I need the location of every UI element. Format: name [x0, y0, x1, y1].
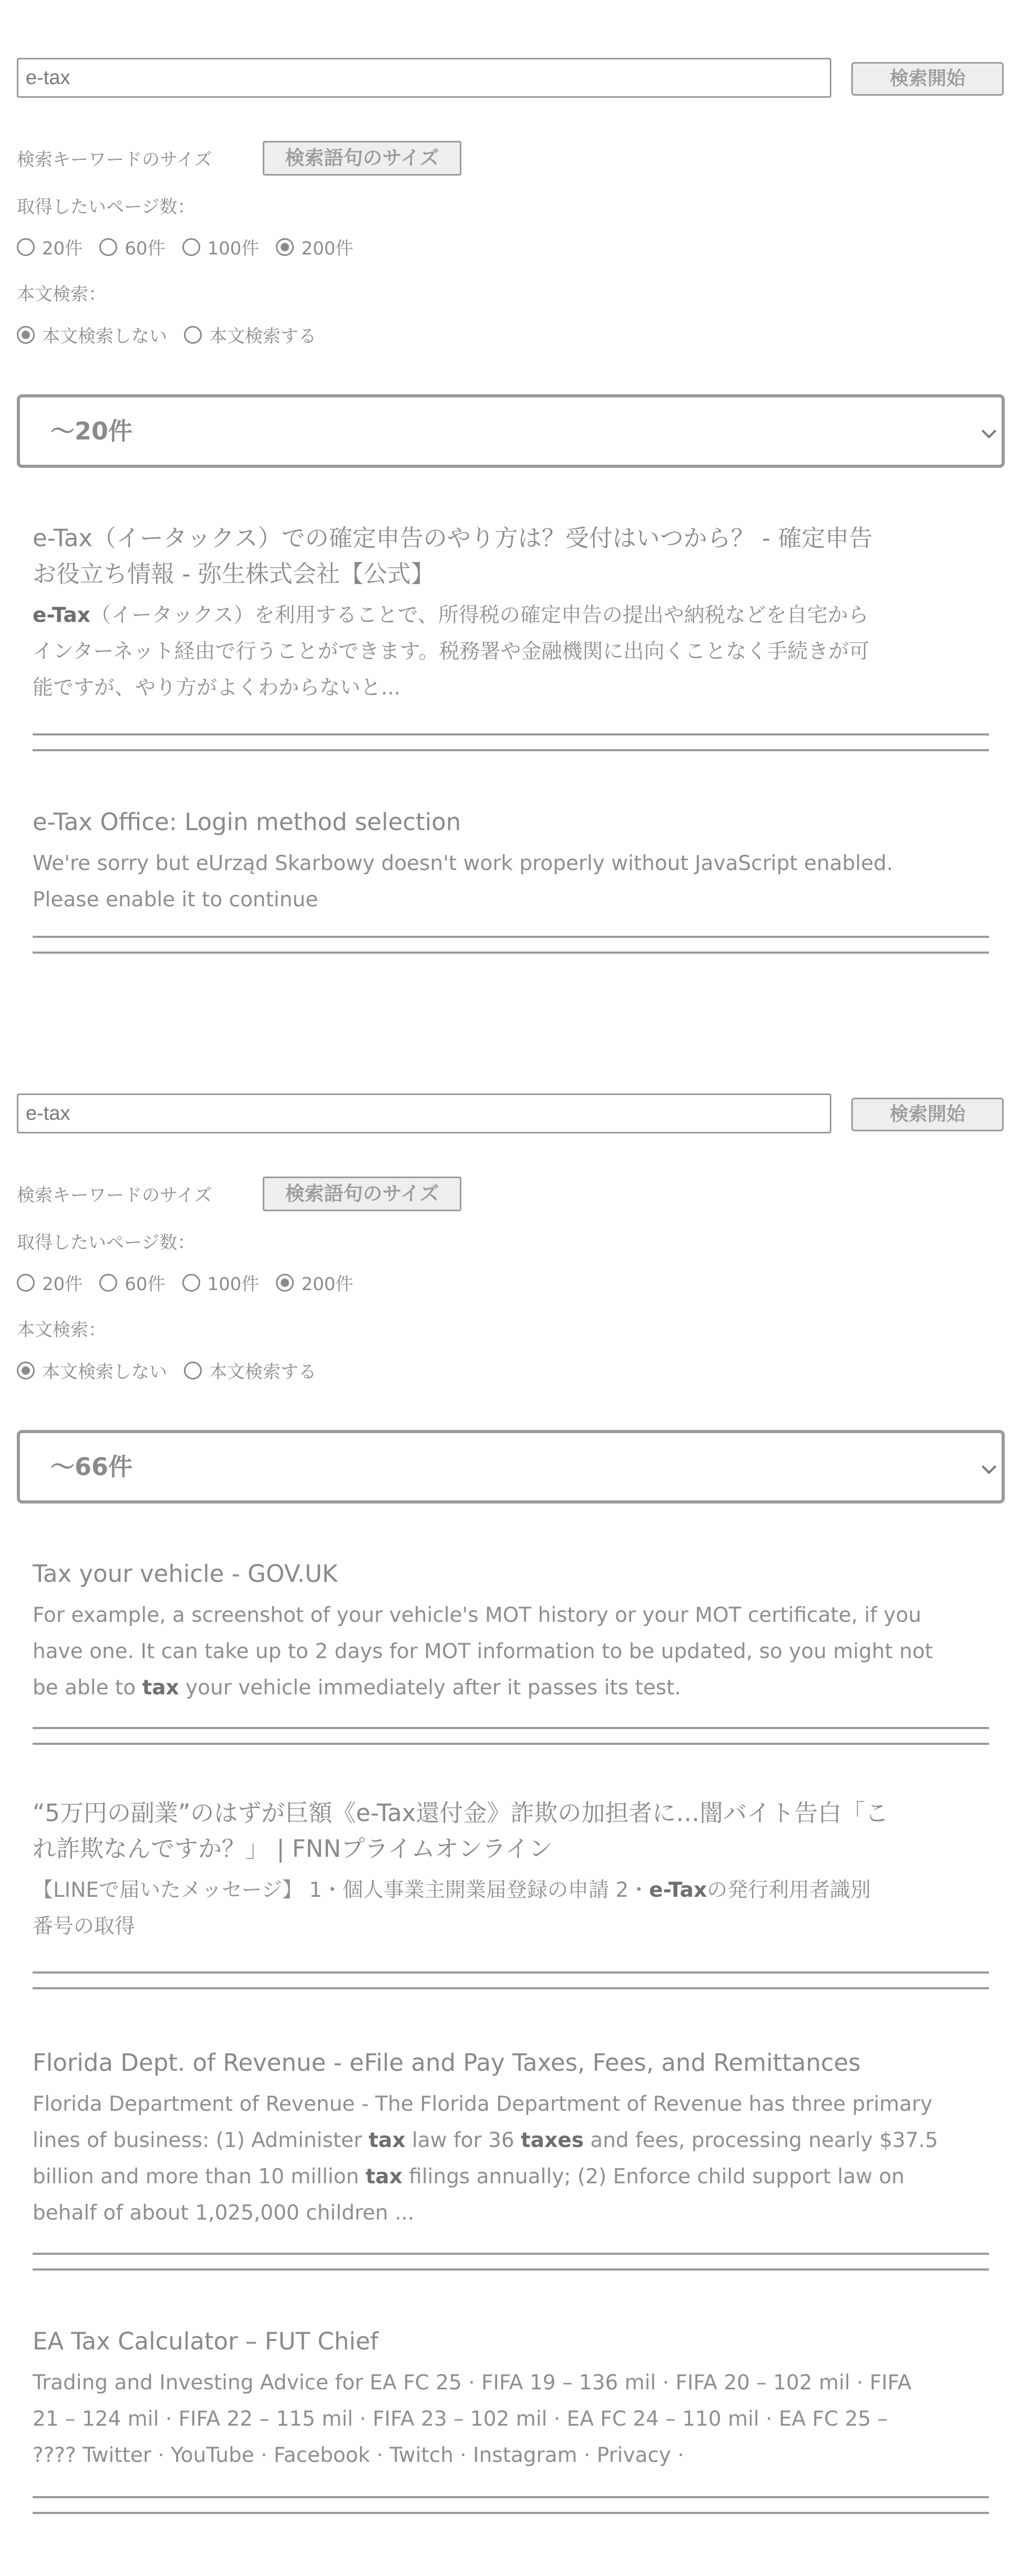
- result-title-line: e-Tax（イータックス）での確定申告のやり方は？受付はいつから？ - 確定申告: [33, 524, 873, 552]
- result-snippet: [33, 1872, 989, 1945]
- search-start-button[interactable]: 検索開始: [851, 62, 1004, 96]
- divider: [33, 1987, 989, 1989]
- option-label: 200件: [301, 238, 354, 259]
- result-item: [33, 520, 989, 706]
- body-search-on-option[interactable]: [184, 322, 316, 347]
- pages-option-60[interactable]: [99, 234, 165, 260]
- option-label: 20件: [42, 1274, 83, 1295]
- snippet-line: Please enable it to continue: [33, 888, 318, 912]
- search-input[interactable]: [17, 1093, 831, 1133]
- divider: [33, 1743, 989, 1745]
- snippet-line: ???? Twitter · YouTube · Facebook · Twitch · Instagram · Privacy ·: [33, 2444, 684, 2467]
- option-label: 200件: [301, 1274, 354, 1295]
- pages-option-200[interactable]: [276, 234, 353, 260]
- result-snippet: [33, 845, 989, 918]
- option-label: 本文検索する: [209, 1362, 316, 1383]
- radio-selected-icon[interactable]: [17, 326, 35, 344]
- result-item: [33, 804, 989, 918]
- divider: [33, 749, 989, 751]
- option-label: 100件: [207, 238, 260, 259]
- body-search-radio-group: [17, 1357, 333, 1383]
- result-title-link[interactable]: [33, 520, 989, 592]
- divider: [33, 1727, 989, 1729]
- result-snippet: [33, 1597, 989, 1706]
- snippet-line: lines of business: (1) Administer tax law for 36 taxes and fees, processing nearly $37.5: [33, 2129, 938, 2152]
- pages-option-100[interactable]: [182, 1270, 260, 1295]
- radio-icon[interactable]: [184, 326, 202, 344]
- pages-option-20[interactable]: [17, 1270, 83, 1295]
- divider: [33, 1971, 989, 1974]
- divider: [33, 2512, 989, 2514]
- pages-label: 取得したいページ数：: [17, 197, 195, 218]
- option-label: 本文検索しない: [42, 326, 167, 347]
- chevron-down-icon: [982, 1459, 996, 1474]
- body-search-on-option[interactable]: [184, 1357, 316, 1383]
- snippet-line: be able to tax your vehicle immediately after it passes its test.: [33, 1676, 681, 1700]
- radio-icon[interactable]: [182, 238, 200, 256]
- snippet-line: For example, a screenshot of your vehicle's MOT history or your MOT certificate, if you: [33, 1603, 922, 1627]
- result-title-line: EA Tax Calculator – FUT Chief: [33, 2327, 379, 2355]
- result-snippet: [33, 2086, 989, 2231]
- keyword-size-label: 検索キーワードのサイズ: [17, 149, 212, 170]
- snippet-line: behalf of about 1,025,000 children ...: [33, 2201, 415, 2225]
- option-label: 本文検索しない: [42, 1362, 167, 1383]
- radio-selected-icon[interactable]: [17, 1362, 35, 1379]
- result-title-link[interactable]: [33, 1795, 989, 1867]
- divider: [33, 952, 989, 954]
- result-title-link[interactable]: [33, 1556, 989, 1592]
- snippet-line: e-Tax（イータックス）を利用することで、所得税の確定申告の提出や納税などを自宅から: [33, 604, 869, 627]
- divider: [33, 2253, 989, 2255]
- option-label: 100件: [207, 1274, 260, 1295]
- option-label: 60件: [125, 238, 166, 259]
- keyword-size-button[interactable]: 検索語句のサイズ: [263, 141, 461, 176]
- result-title-line: お役立ち情報 - 弥生株式会社【公式】: [33, 560, 435, 588]
- body-search-radio-group: [17, 322, 333, 347]
- keyword-size-button[interactable]: 検索語句のサイズ: [263, 1177, 461, 1211]
- result-title-line: e-Tax Office: Login method selection: [33, 808, 461, 836]
- result-item: [33, 1795, 989, 1945]
- result-title-link[interactable]: [33, 804, 989, 840]
- result-title-link[interactable]: [33, 2324, 989, 2359]
- option-label: 60件: [125, 1274, 166, 1295]
- body-search-label: 本文検索：: [17, 1320, 106, 1341]
- pages-option-60[interactable]: [99, 1270, 165, 1295]
- radio-icon[interactable]: [99, 1274, 117, 1292]
- result-title-link[interactable]: [33, 2045, 989, 2081]
- result-title-line: Florida Dept. of Revenue - eFile and Pay Taxes, Fees, and Remittances: [33, 2049, 861, 2077]
- result-range-value: ～20件: [50, 417, 133, 445]
- snippet-line: Florida Department of Revenue - The Florida Department of Revenue has three primary: [33, 2092, 933, 2116]
- radio-icon[interactable]: [182, 1274, 200, 1292]
- body-search-label: 本文検索：: [17, 284, 106, 305]
- pages-radio-group: [17, 234, 370, 260]
- pages-option-200[interactable]: [276, 1270, 353, 1295]
- search-input[interactable]: [17, 58, 831, 98]
- result-item: [33, 1556, 989, 1706]
- snippet-line: 21 – 124 mil · FIFA 22 – 115 mil · FIFA 23 – 102 mil · EA FC 24 – 110 mil · EA FC 25 –: [33, 2407, 888, 2431]
- snippet-line: 能ですが、やり方がよくわからないと...: [33, 676, 401, 700]
- divider: [33, 2496, 989, 2498]
- result-title-line: “5万円の副業”のはずが巨額《e-Tax還付金》詐欺の加担者に…闇バイト告白「こ: [33, 1799, 889, 1827]
- option-label: 本文検索する: [209, 326, 316, 347]
- radio-icon[interactable]: [17, 238, 35, 256]
- pages-option-100[interactable]: [182, 234, 260, 260]
- option-label: 20件: [42, 238, 83, 259]
- snippet-line: 【LINEで届いたメッセージ】 1・個人事業主開業届登録の申請 2・e-Taxの発行利用者識別: [33, 1878, 871, 1902]
- search-start-button[interactable]: 検索開始: [851, 1098, 1004, 1131]
- result-range-select[interactable]: [17, 394, 1005, 468]
- snippet-line: Trading and Investing Advice for EA FC 25 · FIFA 19 – 136 mil · FIFA 20 – 102 mil · FIFA: [33, 2371, 912, 2395]
- body-search-off-option[interactable]: [17, 1357, 167, 1383]
- result-range-select[interactable]: [17, 1430, 1005, 1504]
- divider: [33, 2268, 989, 2271]
- result-range-value: ～66件: [50, 1453, 133, 1481]
- snippet-line: We're sorry but eUrząd Skarbowy doesn't work properly without JavaScript enabled.: [33, 852, 893, 875]
- search-bar: [17, 1088, 1005, 1134]
- result-snippet: [33, 597, 989, 706]
- snippet-line: have one. It can take up to 2 days for MOT information to be updated, so you might not: [33, 1640, 933, 1663]
- divider: [33, 733, 989, 735]
- search-bar: [17, 53, 1005, 99]
- radio-selected-icon[interactable]: [276, 1274, 294, 1292]
- radio-icon[interactable]: [184, 1362, 202, 1379]
- result-title-line: Tax your vehicle - GOV.UK: [33, 1560, 338, 1588]
- snippet-line: インターネット経由で行うことができます。税務署や金融機関に出向くことなく手続きが可: [33, 640, 870, 663]
- chevron-down-icon: [982, 424, 996, 438]
- result-title-line: れ詐欺なんですか？」 | FNNプライムオンライン: [33, 1835, 553, 1863]
- result-snippet: [33, 2365, 989, 2473]
- result-item: [33, 2045, 989, 2231]
- pages-label: 取得したいページ数：: [17, 1232, 195, 1253]
- divider: [33, 936, 989, 938]
- snippet-line: billion and more than 10 million tax filings annually; (2) Enforce child support law on: [33, 2165, 905, 2189]
- keyword-size-label: 検索キーワードのサイズ: [17, 1185, 212, 1206]
- radio-selected-icon[interactable]: [276, 238, 294, 256]
- radio-icon[interactable]: [17, 1274, 35, 1292]
- pages-radio-group: [17, 1270, 370, 1295]
- result-item: [33, 2324, 989, 2473]
- body-search-off-option[interactable]: [17, 322, 167, 347]
- radio-icon[interactable]: [99, 238, 117, 256]
- pages-option-20[interactable]: [17, 234, 83, 260]
- snippet-line: 番号の取得: [33, 1915, 136, 1938]
